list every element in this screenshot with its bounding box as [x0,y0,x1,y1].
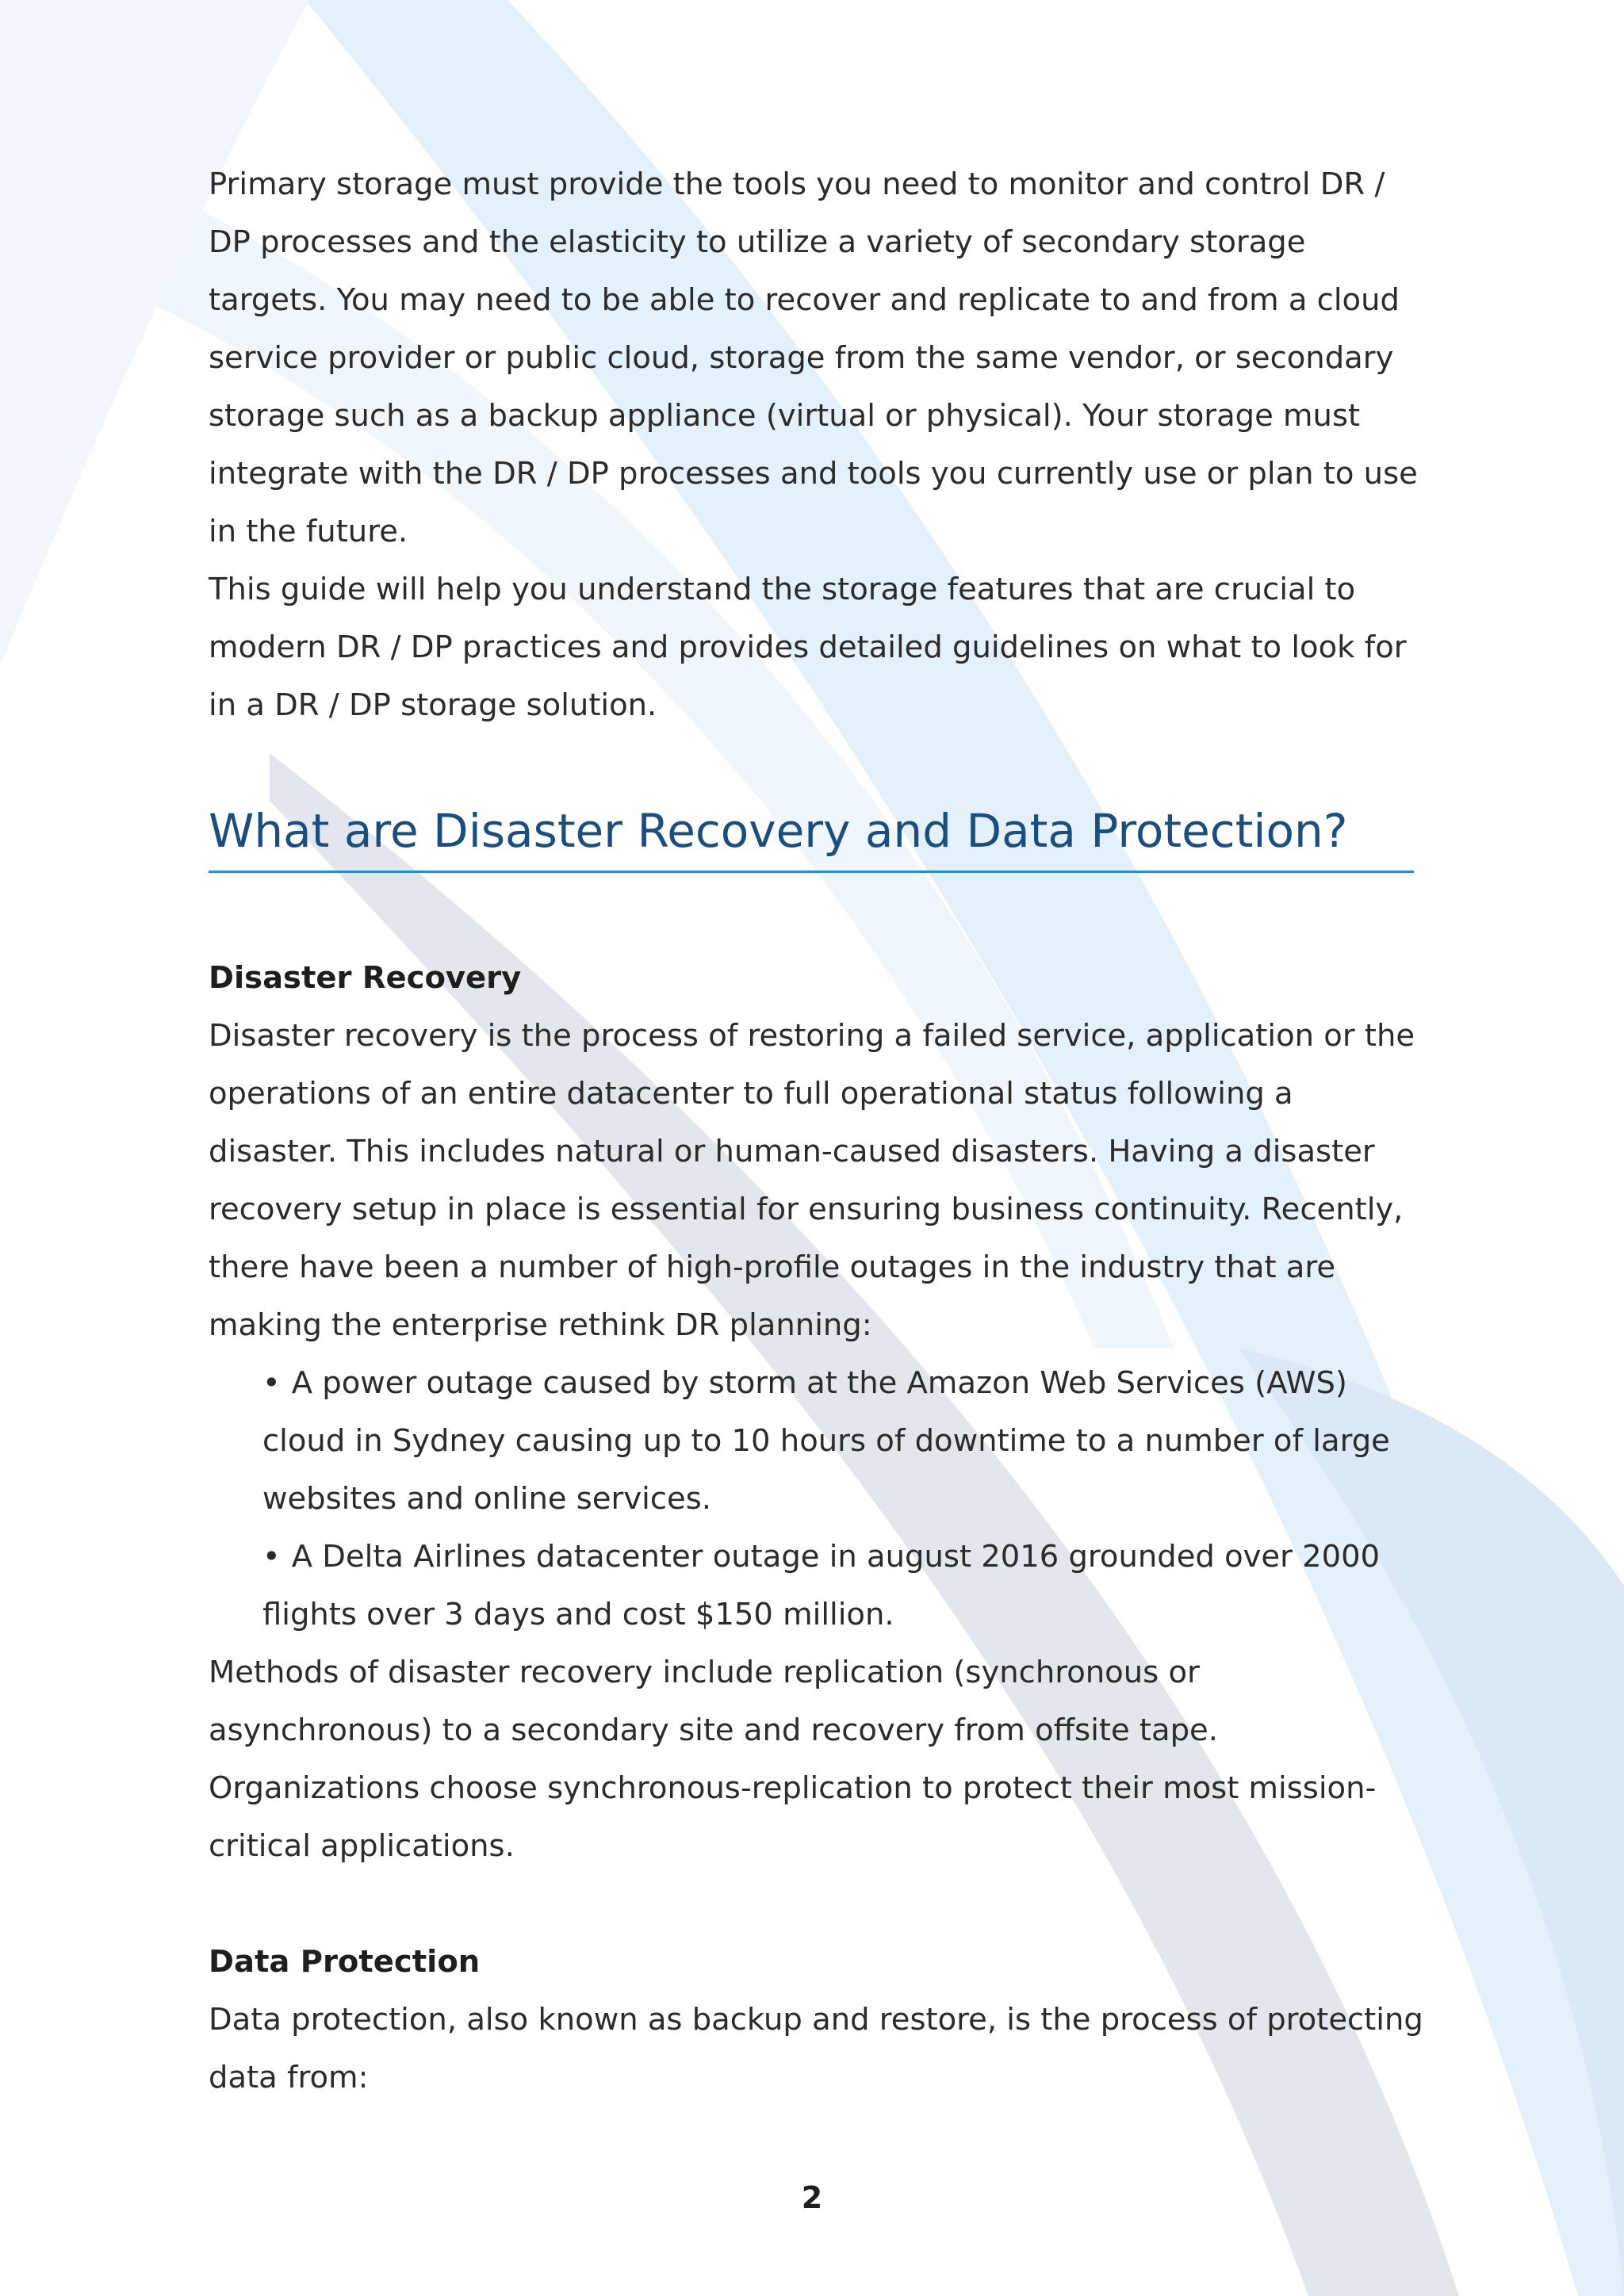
data-protection-paragraph: Data protection, also known as backup and restore, is the process of protecting data from: [209,2002,1423,2095]
bullet-icon: • [262,1539,281,1575]
disaster-recovery-title: Disaster Recovery [209,960,522,996]
bullet-text: A Delta Airlines datacenter outage in august 2016 grounded over 2000 flights over 3 days and cost $150 million. [262,1539,1381,1632]
section-heading: What are Disaster Recovery and Data Protection? [209,801,1414,873]
intro-paragraph-1: Primary storage must provide the tools you need to monitor and control DR / DP processes and the elasticity to utilize a variety of secondary storage targets. You may need to be able to recover and replicate to and from a cloud service provider or public cloud, storage from the same vendor, or secondary storage such as a backup appliance (virtual or physical). Your storage must integrate with the DR / DP processes and tools you currently use or plan to use in the future. [209,166,1418,549]
disaster-recovery-paragraph: Disaster recovery is the process of restoring a failed service, application or the operations of an entire datacenter to full operational status following a disaster. This includes natural or human-caused disasters. Having a disaster recovery setup in place is essential for ensuring business continuity. Recently, there have been a number of high-profile outages in the industry that are making the enterprise rethink DR planning: [209,1018,1415,1343]
disaster-recovery-closing: Methods of disaster recovery include replication (synchronous or asynchronous) to a secondary site and recovery from offsite tape. Organizations choose synchronous-replication to protect their most mission-critical applications. [209,1655,1377,1864]
outage-bullet-list [209,1354,1430,1644]
page-number: 2 [801,2180,823,2215]
list-item [262,1528,1430,1644]
page-content [209,155,1430,2107]
list-item [262,1354,1430,1528]
data-protection-title: Data Protection [209,1944,481,1980]
bullet-icon: • [262,1365,281,1401]
bullet-text: A power outage caused by storm at the Amazon Web Services (AWS) cloud in Sydney causing up to 10 hours of downtime to a number of large websites and online services. [262,1365,1390,1517]
intro-paragraph-2: This guide will help you understand the storage features that are crucial to modern DR / DP practices and provides detailed guidelines on what to look for in a DR / DP storage solution. [209,572,1407,723]
